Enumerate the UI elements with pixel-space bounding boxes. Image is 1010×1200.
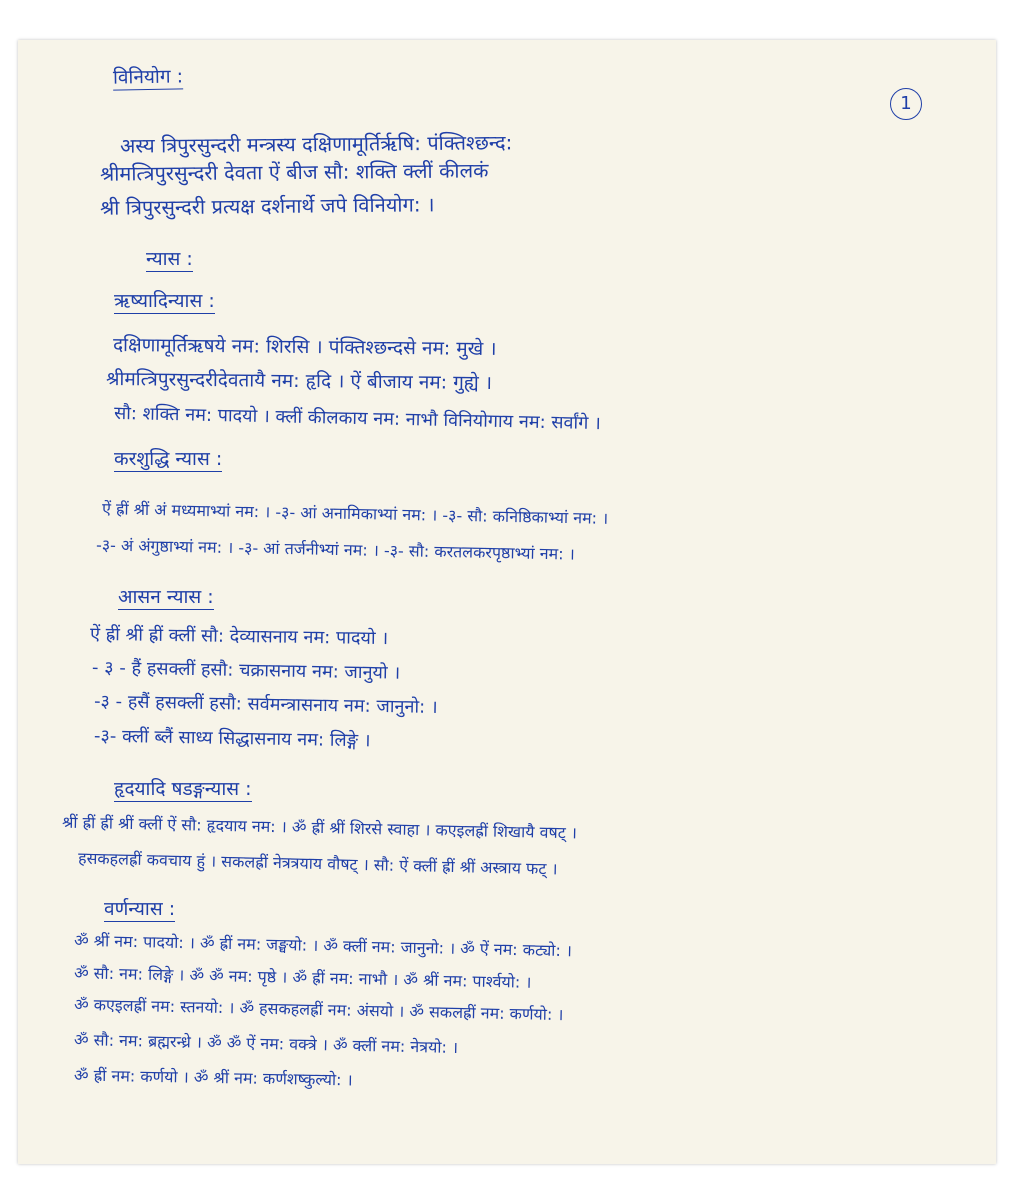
- text-line: हसकहलह्रीं कवचाय हुं । सकलह्रीं नेत्रत्रयाय वौषट् । सौ: ऐं क्लीं ह्रीं श्रीं अस्त्राय फट् ।: [77, 848, 558, 879]
- text-line: ऐं ह्रीं श्रीं अं मध्यमाभ्यां नम: । -३- आं अनामिकाभ्यां नम: । -३- सौ: कनिष्ठिकाभ्यां नम: ।: [101, 499, 609, 528]
- text-line: - ३ - हैं हसक्लीं हसौ: चक्रासनाय नम: जानुयो ।: [91, 657, 401, 684]
- text-line: श्री त्रिपुरसुन्दरी प्रत्यक्ष दर्शनार्थे जपे विनियोग: ।: [99, 192, 435, 220]
- text-line: ॐ सौ: नम: ब्रह्मरन्ध्रे । ॐ ॐ ऐं नम: वक्त्रे । ॐ क्लीं नम: नेत्रयो: ।: [73, 1029, 459, 1058]
- heading-nyas: न्यास :: [146, 248, 193, 270]
- heading-asan-nyas: आसन न्यास :: [118, 586, 214, 608]
- text-line: ॐ सौ: नम: लिङ्गे । ॐ ॐ नम: पृष्ठे । ॐ ह्रीं नम: नाभौ । ॐ श्रीं नम: पार्श्वयो: ।: [73, 963, 532, 992]
- text-line: श्रीं ह्रीं ह्रीं श्रीं क्लीं ऐं सौ: हृदयाय नम: । ॐ ह्रीं श्रीं शिरसे स्वाहा । कएइलह्रीं शिखायै वषट् ।: [61, 812, 578, 843]
- text-line: श्रीमत्त्रिपुरसुन्दरीदेवतायै नम: हृदि । ऐं बीजाय नम: गुह्ये ।: [105, 367, 493, 395]
- text-line: -३- क्लीं ब्लैं साध्य सिद्धासनाय नम: लिङ्गे ।: [93, 725, 371, 752]
- text-line: -३ - हसैं हसक्लीं हसौ: सर्वमन्त्रासनाय नम: जानुनो: ।: [93, 691, 438, 718]
- text-line: अस्य त्रिपुरसुन्दरी मन्त्रस्य दक्षिणामूर्तिर्ऋषि: पंक्तिश्छन्द:: [119, 130, 513, 158]
- page-number: 1: [890, 88, 922, 120]
- text-line: सौ: शक्ति नम: पादयो । क्लीं कीलकाय नम: नाभौ विनियोगाय नम: सर्वांगे ।: [113, 402, 602, 435]
- manuscript-page: [18, 40, 996, 1164]
- text-line: ॐ श्रीं नम: पादयो: । ॐ ह्रीं नम: जङ्घयो: । ॐ क्लीं नम: जानुनो: । ॐ ऐं नम: कट्यो: ।: [73, 930, 573, 961]
- text-line: ॐ कएइलह्रीं नम: स्तनयो: । ॐ हसकहलह्रीं नम: अंसयो । ॐ सकलह्रीं नम: कर्णयो: ।: [73, 994, 564, 1025]
- text-line: ऐं ह्रीं श्रीं ह्रीं क्लीं सौ: देव्यासनाय नम: पादयो ।: [89, 623, 389, 650]
- heading-varna-nyas: वर्णन्यास :: [104, 898, 176, 920]
- text-line: ॐ ह्रीं नम: कर्णयो । ॐ श्रीं नम: कर्णशष्कुल्यो: ।: [73, 1065, 353, 1090]
- heading-rishyadi-nyas: ऋष्यादिन्यास :: [114, 290, 215, 312]
- heading-hridayadi-shadanga-nyas: हृदयादि षडङ्गन्यास :: [114, 778, 252, 800]
- heading-karshuddhi-nyas: करशुद्धि न्यास :: [114, 448, 223, 470]
- text-line: श्रीमत्त्रिपुरसुन्दरी देवता ऐं बीज सौ: शक्ति क्लीं कीलकं: [99, 158, 489, 186]
- text-line: -३- अं अंगुष्ठाभ्यां नम: । -३- आं तर्जनीभ्यां नम: । -३- सौ: करतलकरपृष्ठाभ्यां नम: ।: [95, 535, 575, 564]
- heading-viniyog: विनियोग :: [112, 65, 184, 89]
- text-line: दक्षिणामूर्तिऋषये नम: शिरसि । पंक्तिश्छन्दसे नम: मुखे ।: [112, 333, 497, 361]
